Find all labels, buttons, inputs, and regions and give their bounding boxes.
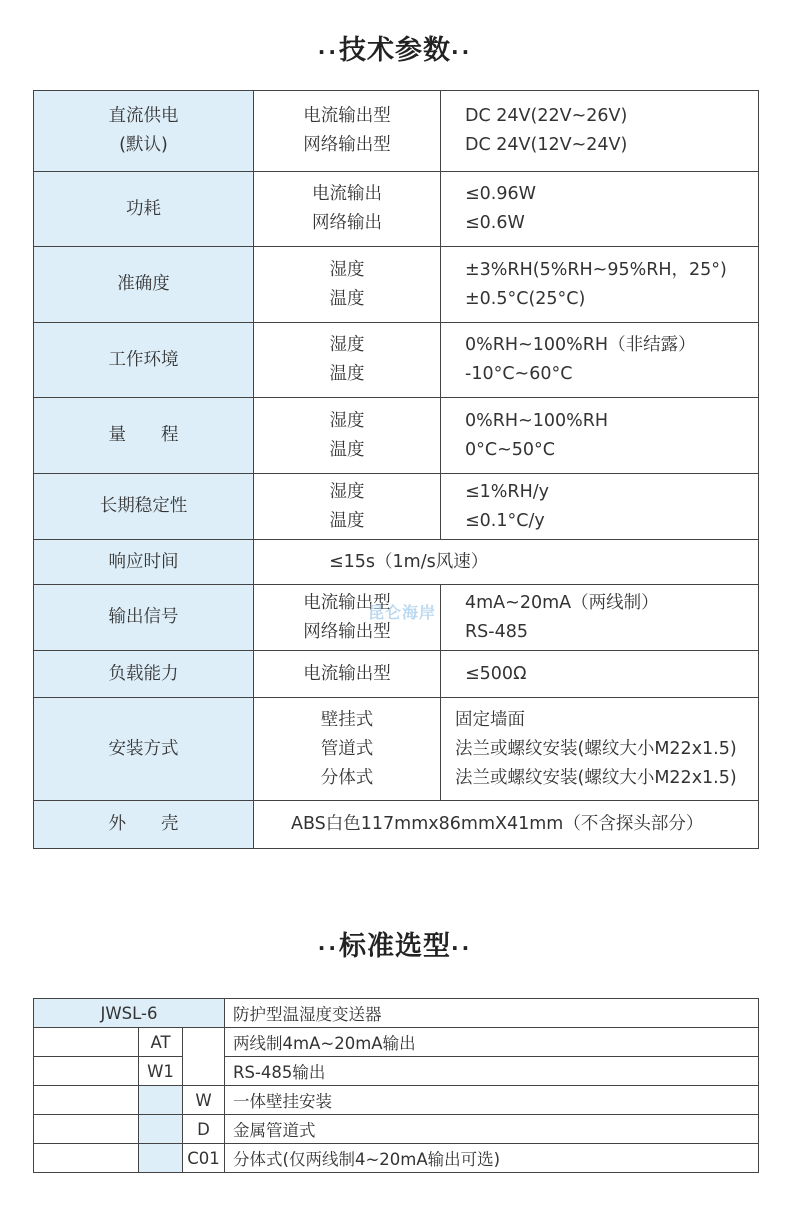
spec-value: 4mA~20mA（两线制） (465, 592, 659, 613)
model-code-cell: C01 (183, 1144, 225, 1173)
model-description: 金属管道式 (225, 1115, 759, 1144)
spec-value: ≤0.96W (465, 184, 536, 204)
spec-row (34, 323, 759, 398)
model-code-cell: AT (139, 1028, 183, 1057)
spec-item-cell (254, 172, 441, 247)
title-dots-right: ·· (451, 936, 473, 960)
spec-value: 法兰或螺纹安装(螺纹大小M22x1.5) (455, 738, 737, 759)
spec-row (34, 651, 759, 698)
spec-item: 温度 (329, 510, 365, 531)
spec-label-cell (34, 698, 254, 801)
spec-value: 0%RH~100%RH (465, 410, 609, 431)
spec-item-cell (254, 247, 441, 323)
model-description: RS-485输出 (225, 1057, 759, 1086)
spec-value: ABS白色117mmx86mmX41mm（不含探头部分） (291, 814, 704, 834)
selection-row (34, 1028, 759, 1057)
empty-cell (183, 1057, 225, 1086)
model-code-cell: W (183, 1086, 225, 1115)
model-description: 两线制4mA~20mA输出 (225, 1028, 759, 1057)
spec-item: 电流输出型 (303, 106, 391, 126)
spec-row (34, 398, 759, 474)
title-dots-right: ·· (451, 40, 473, 64)
spec-item: 分体式 (320, 767, 374, 788)
spec-label-cell (34, 585, 254, 651)
selection-row (34, 1115, 759, 1144)
spec-label-cell (34, 247, 254, 323)
empty-cell (34, 1144, 139, 1173)
spec-label-cell (34, 651, 254, 698)
title-dots-left: ·· (317, 40, 339, 64)
selection-title-text: 标准选型 (339, 931, 451, 962)
spec-value-cell (441, 474, 759, 540)
spec-label: 输出信号 (108, 607, 179, 627)
spec-section-title (0, 28, 790, 67)
model-description: 防护型温湿度变送器 (225, 999, 759, 1028)
spec-value-cell (441, 172, 759, 247)
spec-label-cell (34, 801, 254, 849)
selection-row (34, 1057, 759, 1086)
spec-item: 壁挂式 (320, 709, 374, 730)
spec-label-cell (34, 398, 254, 474)
spec-value: ±0.5°C(25°C) (465, 288, 586, 309)
selection-table (33, 998, 759, 1173)
empty-cell (34, 1057, 139, 1086)
empty-cell (183, 1028, 225, 1057)
spec-value-cell (441, 585, 759, 651)
selection-row (34, 1086, 759, 1115)
spec-item: 湿度 (329, 335, 365, 355)
spec-item: 网络输出 (312, 213, 382, 233)
spec-label: 量 程 (108, 425, 179, 445)
spec-item: 管道式 (320, 738, 374, 759)
spec-label-cell (34, 91, 254, 172)
spec-item: 网络输出型 (303, 135, 391, 155)
model-code-cell: JWSL-6 (34, 999, 225, 1028)
spec-row (34, 172, 759, 247)
spec-table (33, 90, 759, 849)
model-code-cell: W1 (139, 1057, 183, 1086)
empty-cell (139, 1144, 183, 1173)
spec-value: 法兰或螺纹安装(螺纹大小M22x1.5) (455, 767, 737, 788)
spec-item: 湿度 (329, 481, 365, 502)
spec-span-value (254, 540, 759, 585)
spec-row (34, 247, 759, 323)
spec-row (34, 801, 759, 849)
spec-value: 0°C~50°C (465, 439, 556, 460)
spec-label: 直流供电 (108, 106, 179, 126)
spec-label: 长期稳定性 (99, 496, 188, 516)
spec-item: 湿度 (329, 410, 365, 431)
empty-cell (34, 1028, 139, 1057)
spec-item: 电流输出型 (303, 663, 391, 684)
spec-label-cell (34, 323, 254, 398)
spec-label: 安装方式 (108, 738, 179, 759)
spec-row (34, 474, 759, 540)
spec-item-cell (254, 474, 441, 540)
empty-cell (139, 1115, 183, 1144)
spec-value: 固定墙面 (455, 709, 525, 730)
selection-row (34, 999, 759, 1028)
spec-span-value (254, 801, 759, 849)
spec-label: 响应时间 (108, 551, 179, 572)
spec-value: ≤500Ω (465, 663, 527, 684)
spec-item-cell (254, 91, 441, 172)
spec-item: 温度 (329, 288, 365, 309)
spec-value: ±3%RH(5%RH~95%RH，25°) (465, 259, 727, 280)
spec-value: 0%RH~100%RH（非结露） (465, 335, 696, 355)
spec-item: 湿度 (329, 259, 365, 280)
spec-value-cell (441, 698, 759, 801)
spec-item: 电流输出型 (303, 592, 391, 613)
spec-value: -10°C~60°C (465, 364, 573, 384)
model-description: 一体壁挂安装 (225, 1086, 759, 1115)
spec-label-cell (34, 172, 254, 247)
spec-label-cell (34, 474, 254, 540)
spec-value-cell (441, 247, 759, 323)
spec-row (34, 698, 759, 801)
spec-item-cell (254, 651, 441, 698)
empty-cell (139, 1086, 183, 1115)
spec-value: DC 24V(22V~26V) (465, 106, 628, 126)
spec-item-cell (254, 323, 441, 398)
spec-item: 网络输出型 (303, 621, 391, 642)
spec-row (34, 540, 759, 585)
spec-row (34, 91, 759, 172)
spec-label: 准确度 (117, 274, 170, 294)
spec-label: 工作环境 (108, 349, 179, 370)
selection-section-title (0, 924, 790, 963)
spec-item-cell (254, 398, 441, 474)
selection-row (34, 1144, 759, 1173)
spec-item: 电流输出 (312, 184, 382, 204)
spec-label: 外 壳 (108, 814, 179, 834)
spec-title-text: 技术参数 (339, 35, 451, 66)
spec-value-cell (441, 91, 759, 172)
spec-value: ≤0.6W (465, 213, 525, 233)
spec-value: RS-485 (465, 621, 528, 642)
empty-cell (34, 1086, 139, 1115)
title-dots-left: ·· (317, 936, 339, 960)
watermark-logo: 昆仑海岸 (368, 603, 437, 622)
spec-value-cell (441, 398, 759, 474)
spec-label: 功耗 (126, 198, 161, 219)
model-code-cell: D (183, 1115, 225, 1144)
spec-value: ≤0.1°C/y (465, 510, 545, 531)
empty-cell (34, 1115, 139, 1144)
spec-label-sub: (默认) (119, 135, 168, 155)
spec-label: 负载能力 (108, 663, 179, 684)
spec-value: ≤1%RH/y (465, 481, 549, 502)
spec-item: 温度 (329, 439, 365, 460)
spec-value-cell (441, 323, 759, 398)
spec-value: ≤15s（1m/s风速） (329, 551, 489, 572)
spec-label-cell (34, 540, 254, 585)
spec-item-cell (254, 698, 441, 801)
spec-item: 温度 (329, 364, 365, 384)
spec-value: DC 24V(12V~24V) (465, 135, 628, 155)
spec-value-cell (441, 651, 759, 698)
model-description: 分体式(仅两线制4~20mA输出可选) (225, 1144, 759, 1173)
